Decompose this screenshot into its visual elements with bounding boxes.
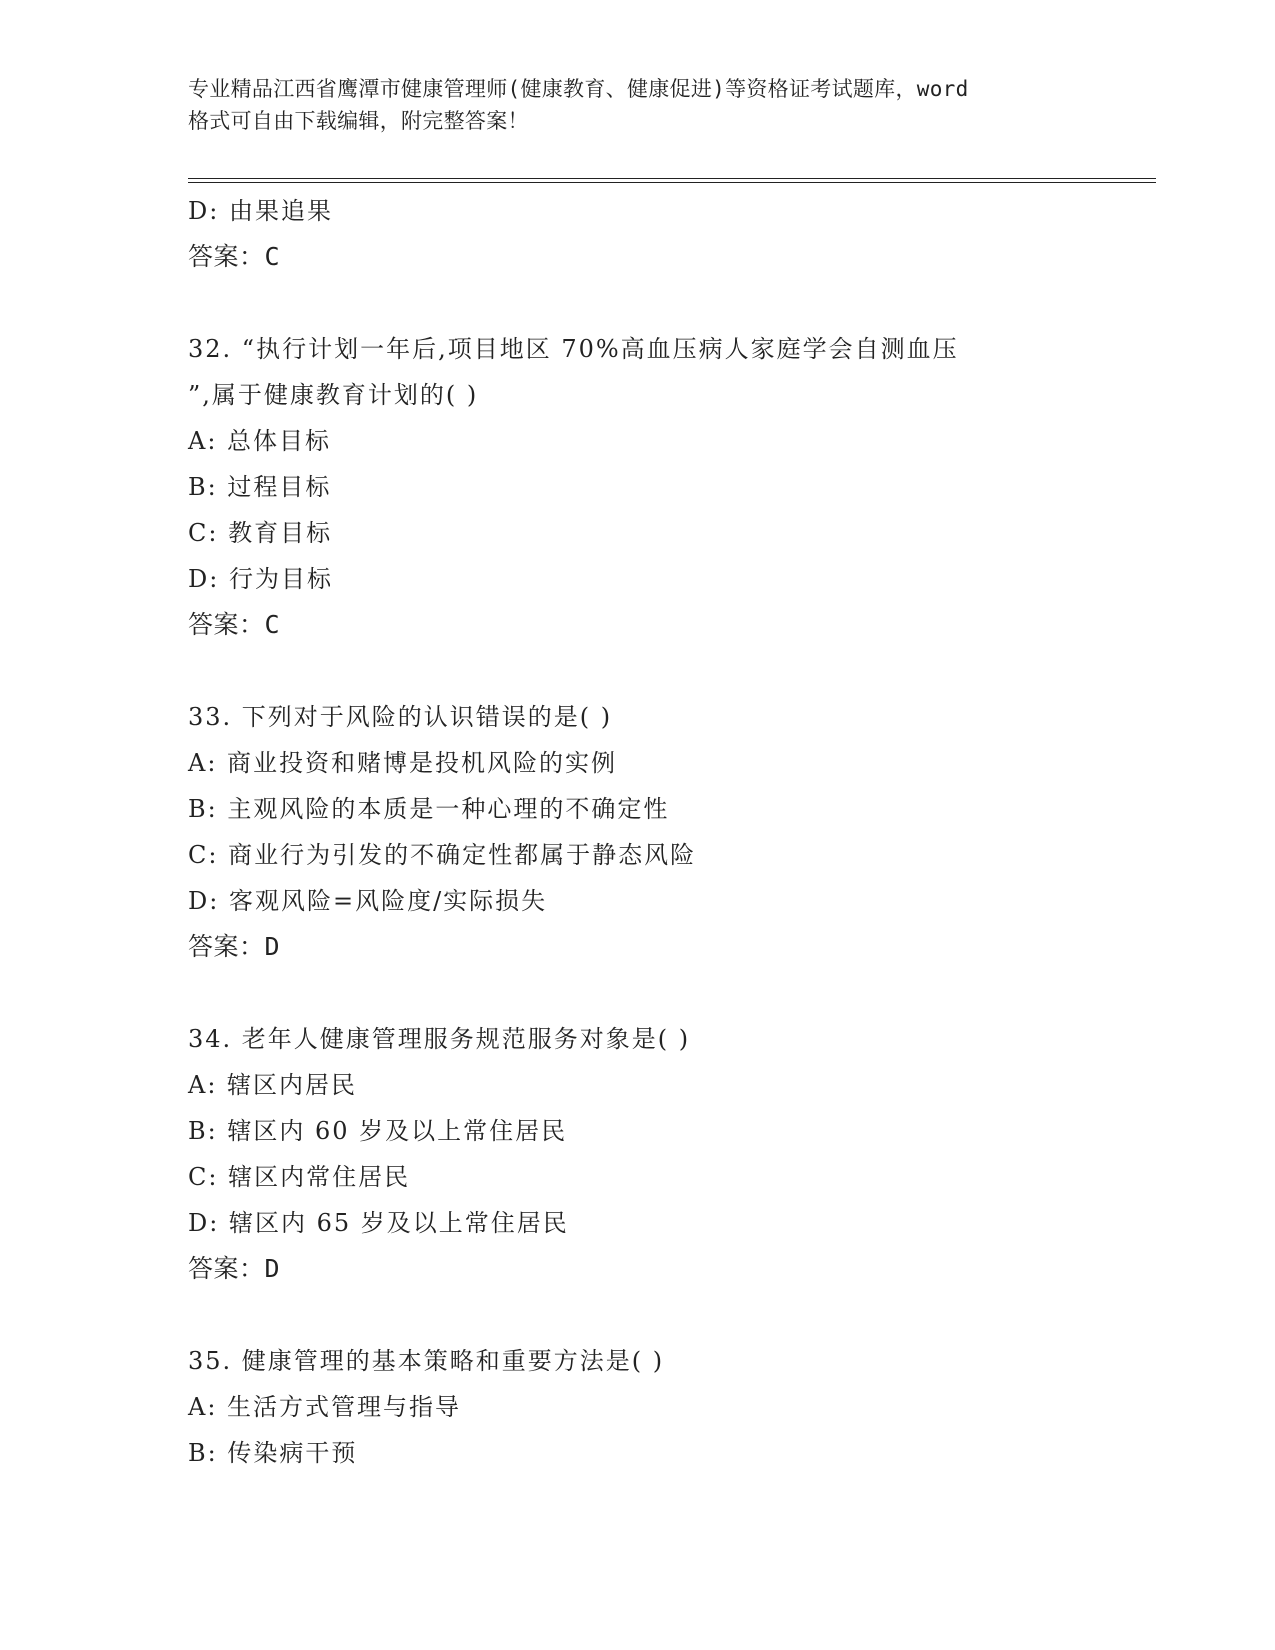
option-b: B: 传染病干预 bbox=[188, 1439, 358, 1467]
question-31-tail bbox=[188, 188, 1148, 280]
question-stem: 32. “执行计划一年后,项目地区 70%高血压病人家庭学会自测血压 bbox=[188, 335, 959, 363]
option-d: D: 客观风险=风险度/实际损失 bbox=[188, 887, 548, 915]
page-header bbox=[188, 73, 1088, 137]
option-a: A: 生活方式管理与指导 bbox=[188, 1393, 462, 1421]
header-line-2: 格式可自由下载编辑，附完整答案！ bbox=[188, 109, 529, 133]
option-c: C: 商业行为引发的不确定性都属于静态风险 bbox=[188, 841, 697, 869]
question-35 bbox=[188, 1338, 1148, 1476]
header-line-1: 专业精品江西省鹰潭市健康管理师(健康教育、健康促进)等资格证考试题库，word bbox=[188, 77, 969, 101]
spacer bbox=[188, 1292, 1148, 1338]
option-a: A: 辖区内居民 bbox=[188, 1071, 358, 1099]
option-d: D: 由果追果 bbox=[188, 197, 333, 225]
option-c: C: 教育目标 bbox=[188, 519, 333, 547]
spacer bbox=[188, 280, 1148, 326]
option-b: B: 辖区内 60 岁及以上常住居民 bbox=[188, 1117, 568, 1145]
spacer bbox=[188, 970, 1148, 1016]
header-divider-top bbox=[188, 178, 1156, 179]
option-d: D: 行为目标 bbox=[188, 565, 333, 593]
answer: 答案：D bbox=[188, 1254, 281, 1283]
question-stem: 33. 下列对于风险的认识错误的是( ) bbox=[188, 703, 613, 731]
question-stem: 35. 健康管理的基本策略和重要方法是( ) bbox=[188, 1347, 665, 1375]
question-stem: 34. 老年人健康管理服务规范服务对象是( ) bbox=[188, 1025, 691, 1053]
question-34 bbox=[188, 1016, 1148, 1292]
answer: 答案：C bbox=[188, 242, 281, 271]
header-divider-bottom bbox=[188, 182, 1156, 183]
option-c: C: 辖区内常住居民 bbox=[188, 1163, 411, 1191]
answer: 答案：C bbox=[188, 610, 281, 639]
question-32 bbox=[188, 326, 1148, 648]
question-content bbox=[188, 188, 1148, 1476]
option-b: B: 主观风险的本质是一种心理的不确定性 bbox=[188, 795, 670, 823]
option-a: A: 商业投资和赌博是投机风险的实例 bbox=[188, 749, 618, 777]
option-a: A: 总体目标 bbox=[188, 427, 332, 455]
question-33 bbox=[188, 694, 1148, 970]
question-stem-continued: ”,属于健康教育计划的( ) bbox=[188, 381, 479, 409]
spacer bbox=[188, 648, 1148, 694]
option-b: B: 过程目标 bbox=[188, 473, 332, 501]
option-d: D: 辖区内 65 岁及以上常住居民 bbox=[188, 1209, 569, 1237]
answer: 答案：D bbox=[188, 932, 281, 961]
